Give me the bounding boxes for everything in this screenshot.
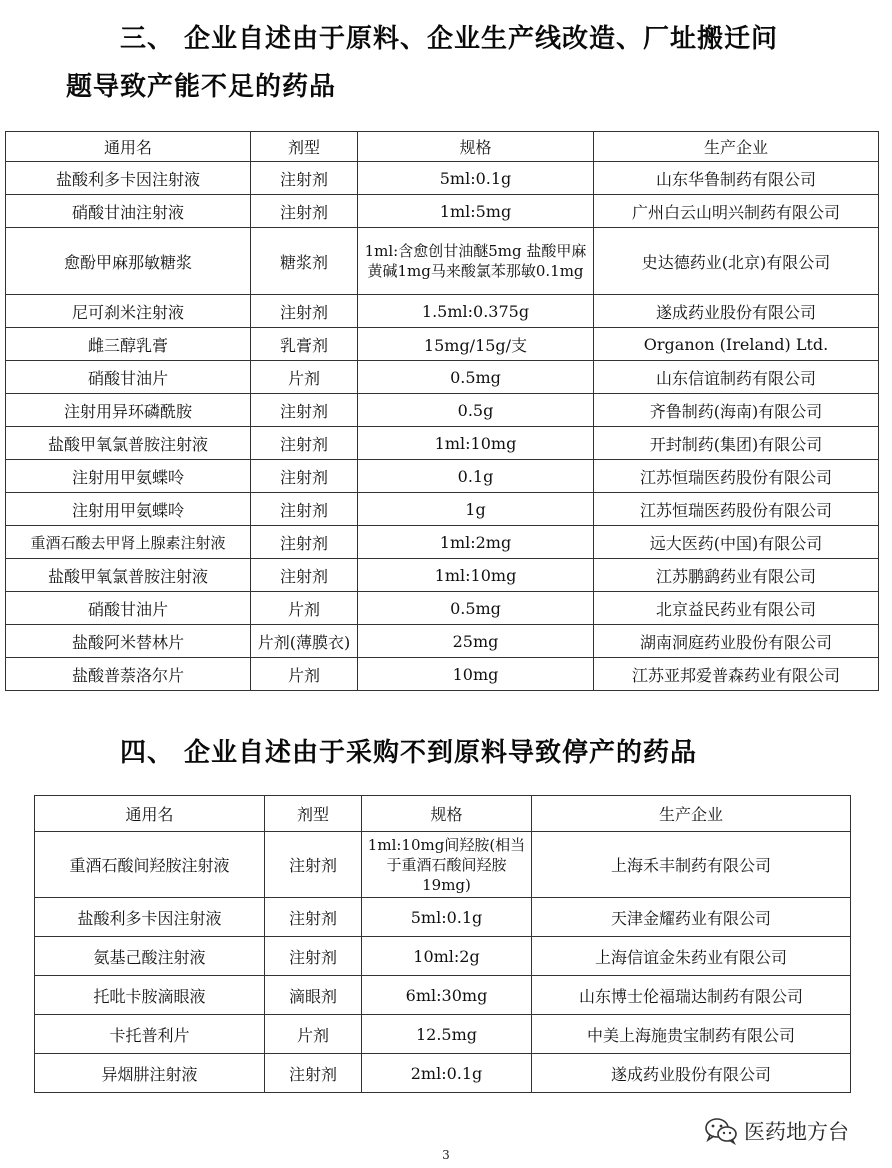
- table-row: [35, 898, 851, 937]
- watermark: [704, 1114, 849, 1148]
- cell-generic-name: 注射用甲氨蝶呤: [6, 493, 251, 526]
- cell-dosage-form: 注射剂: [251, 195, 358, 228]
- table-row: [35, 937, 851, 976]
- table-row: [6, 295, 879, 328]
- cell-generic-name: 盐酸甲氧氯普胺注射液: [6, 427, 251, 460]
- cell-manufacturer: 遂成药业股份有限公司: [532, 1054, 851, 1093]
- cell-specification: 1.5ml:0.375g: [358, 295, 594, 328]
- cell-manufacturer: Organon (Ireland) Ltd.: [594, 328, 879, 361]
- cell-dosage-form: 注射剂: [265, 937, 362, 976]
- cell-generic-name: 重酒石酸间羟胺注射液: [35, 832, 265, 898]
- watermark-text: 医药地方台: [744, 1120, 849, 1144]
- cell-manufacturer: 北京益民药业有限公司: [594, 592, 879, 625]
- table-row: [6, 427, 879, 460]
- cell-dosage-form: 注射剂: [251, 460, 358, 493]
- cell-manufacturer: 中美上海施贵宝制药有限公司: [532, 1015, 851, 1054]
- table-row: [6, 625, 879, 658]
- table-row: [6, 559, 879, 592]
- table-header-row: [6, 132, 879, 162]
- cell-specification: 1ml:10mg: [358, 427, 594, 460]
- cell-dosage-form: 片剂(薄膜衣): [251, 625, 358, 658]
- wechat-icon: [704, 1117, 738, 1145]
- cell-specification: 5ml:0.1g: [362, 898, 532, 937]
- cell-manufacturer: 开封制药(集团)有限公司: [594, 427, 879, 460]
- cell-specification: 1ml:含愈创甘油醚5mg 盐酸甲麻黄碱1mg马来酸氯苯那敏0.1mg: [358, 228, 594, 295]
- cell-manufacturer: 山东博士伦福瑞达制药有限公司: [532, 976, 851, 1015]
- cell-dosage-form: 注射剂: [265, 832, 362, 898]
- table-header-row: [35, 796, 851, 832]
- cell-generic-name: 托吡卡胺滴眼液: [35, 976, 265, 1015]
- cell-manufacturer: 山东华鲁制药有限公司: [594, 162, 879, 195]
- cell-manufacturer: 齐鲁制药(海南)有限公司: [594, 394, 879, 427]
- cell-specification: 0.1g: [358, 460, 594, 493]
- cell-manufacturer: 江苏鹏鹞药业有限公司: [594, 559, 879, 592]
- cell-generic-name: 卡托普利片: [35, 1015, 265, 1054]
- section4-table: [34, 795, 851, 1093]
- cell-dosage-form: 滴眼剂: [265, 976, 362, 1015]
- cell-generic-name: 重酒石酸去甲肾上腺素注射液: [6, 526, 251, 559]
- table-row: [35, 1015, 851, 1054]
- header-generic-name: 通用名: [35, 796, 265, 832]
- cell-generic-name: 愈酚甲麻那敏糖浆: [6, 228, 251, 295]
- cell-manufacturer: 远大医药(中国)有限公司: [594, 526, 879, 559]
- page-number: 3: [442, 1148, 450, 1162]
- table-row: [6, 328, 879, 361]
- cell-dosage-form: 注射剂: [251, 394, 358, 427]
- table-row: [6, 460, 879, 493]
- cell-manufacturer: 江苏恒瑞医药股份有限公司: [594, 493, 879, 526]
- cell-generic-name: 硝酸甘油片: [6, 361, 251, 394]
- cell-manufacturer: 天津金耀药业有限公司: [532, 898, 851, 937]
- cell-specification: 1g: [358, 493, 594, 526]
- cell-manufacturer: 上海禾丰制药有限公司: [532, 832, 851, 898]
- cell-specification: 1ml:10mg间羟胺(相当于重酒石酸间羟胺19mg): [362, 832, 532, 898]
- cell-generic-name: 雌三醇乳膏: [6, 328, 251, 361]
- cell-specification: 1ml:10mg: [358, 559, 594, 592]
- cell-specification: 6ml:30mg: [362, 976, 532, 1015]
- cell-manufacturer: 山东信谊制药有限公司: [594, 361, 879, 394]
- cell-generic-name: 硝酸甘油注射液: [6, 195, 251, 228]
- cell-manufacturer: 上海信谊金朱药业有限公司: [532, 937, 851, 976]
- cell-dosage-form: 片剂: [251, 658, 358, 691]
- table-row: [35, 832, 851, 898]
- cell-manufacturer: 江苏恒瑞医药股份有限公司: [594, 460, 879, 493]
- cell-manufacturer: 湖南洞庭药业股份有限公司: [594, 625, 879, 658]
- cell-generic-name: 盐酸阿米替林片: [6, 625, 251, 658]
- cell-dosage-form: 注射剂: [265, 1054, 362, 1093]
- header-dosage-form: 剂型: [251, 132, 358, 162]
- section3-heading-line1: 三、 企业自述由于原料、企业生产线改造、厂址搬迁问: [120, 24, 779, 54]
- cell-manufacturer: 江苏亚邦爱普森药业有限公司: [594, 658, 879, 691]
- cell-dosage-form: 注射剂: [251, 427, 358, 460]
- cell-generic-name: 硝酸甘油片: [6, 592, 251, 625]
- cell-specification: 25mg: [358, 625, 594, 658]
- cell-generic-name: 注射用甲氨蝶呤: [6, 460, 251, 493]
- cell-specification: 0.5mg: [358, 592, 594, 625]
- cell-generic-name: 盐酸普萘洛尔片: [6, 658, 251, 691]
- cell-generic-name: 盐酸利多卡因注射液: [6, 162, 251, 195]
- cell-dosage-form: 注射剂: [265, 898, 362, 937]
- cell-dosage-form: 注射剂: [251, 559, 358, 592]
- cell-manufacturer: 史达德药业(北京)有限公司: [594, 228, 879, 295]
- section3-table: [5, 131, 879, 691]
- header-manufacturer: 生产企业: [594, 132, 879, 162]
- section3-heading-line2: 题导致产能不足的药品: [66, 72, 337, 102]
- cell-specification: 2ml:0.1g: [362, 1054, 532, 1093]
- table-row: [6, 162, 879, 195]
- table-row: [6, 592, 879, 625]
- cell-generic-name: 氨基己酸注射液: [35, 937, 265, 976]
- cell-specification: 10mg: [358, 658, 594, 691]
- header-dosage-form: 剂型: [265, 796, 362, 832]
- cell-dosage-form: 注射剂: [251, 162, 358, 195]
- table-row: [6, 526, 879, 559]
- table-row: [6, 195, 879, 228]
- cell-dosage-form: 乳膏剂: [251, 328, 358, 361]
- cell-specification: 12.5mg: [362, 1015, 532, 1054]
- cell-specification: 15mg/15g/支: [358, 328, 594, 361]
- table-row: [35, 976, 851, 1015]
- table-row: [6, 361, 879, 394]
- header-generic-name: 通用名: [6, 132, 251, 162]
- cell-specification: 0.5g: [358, 394, 594, 427]
- header-manufacturer: 生产企业: [532, 796, 851, 832]
- cell-manufacturer: 广州白云山明兴制药有限公司: [594, 195, 879, 228]
- cell-specification: 0.5mg: [358, 361, 594, 394]
- cell-dosage-form: 注射剂: [251, 526, 358, 559]
- table-row: [35, 1054, 851, 1093]
- cell-generic-name: 异烟肼注射液: [35, 1054, 265, 1093]
- cell-dosage-form: 片剂: [265, 1015, 362, 1054]
- section4-heading: 四、 企业自述由于采购不到原料导致停产的药品: [120, 738, 698, 768]
- cell-dosage-form: 注射剂: [251, 295, 358, 328]
- cell-dosage-form: 糖浆剂: [251, 228, 358, 295]
- cell-dosage-form: 注射剂: [251, 493, 358, 526]
- cell-specification: 1ml:2mg: [358, 526, 594, 559]
- cell-generic-name: 盐酸甲氧氯普胺注射液: [6, 559, 251, 592]
- cell-dosage-form: 片剂: [251, 592, 358, 625]
- cell-manufacturer: 遂成药业股份有限公司: [594, 295, 879, 328]
- cell-generic-name: 尼可刹米注射液: [6, 295, 251, 328]
- table-row: [6, 493, 879, 526]
- cell-specification: 10ml:2g: [362, 937, 532, 976]
- header-specification: 规格: [362, 796, 532, 832]
- cell-specification: 1ml:5mg: [358, 195, 594, 228]
- cell-dosage-form: 片剂: [251, 361, 358, 394]
- table-row: [6, 394, 879, 427]
- cell-generic-name: 盐酸利多卡因注射液: [35, 898, 265, 937]
- header-specification: 规格: [358, 132, 594, 162]
- table-row: [6, 228, 879, 295]
- cell-generic-name: 注射用异环磷酰胺: [6, 394, 251, 427]
- cell-specification: 5ml:0.1g: [358, 162, 594, 195]
- table-row: [6, 658, 879, 691]
